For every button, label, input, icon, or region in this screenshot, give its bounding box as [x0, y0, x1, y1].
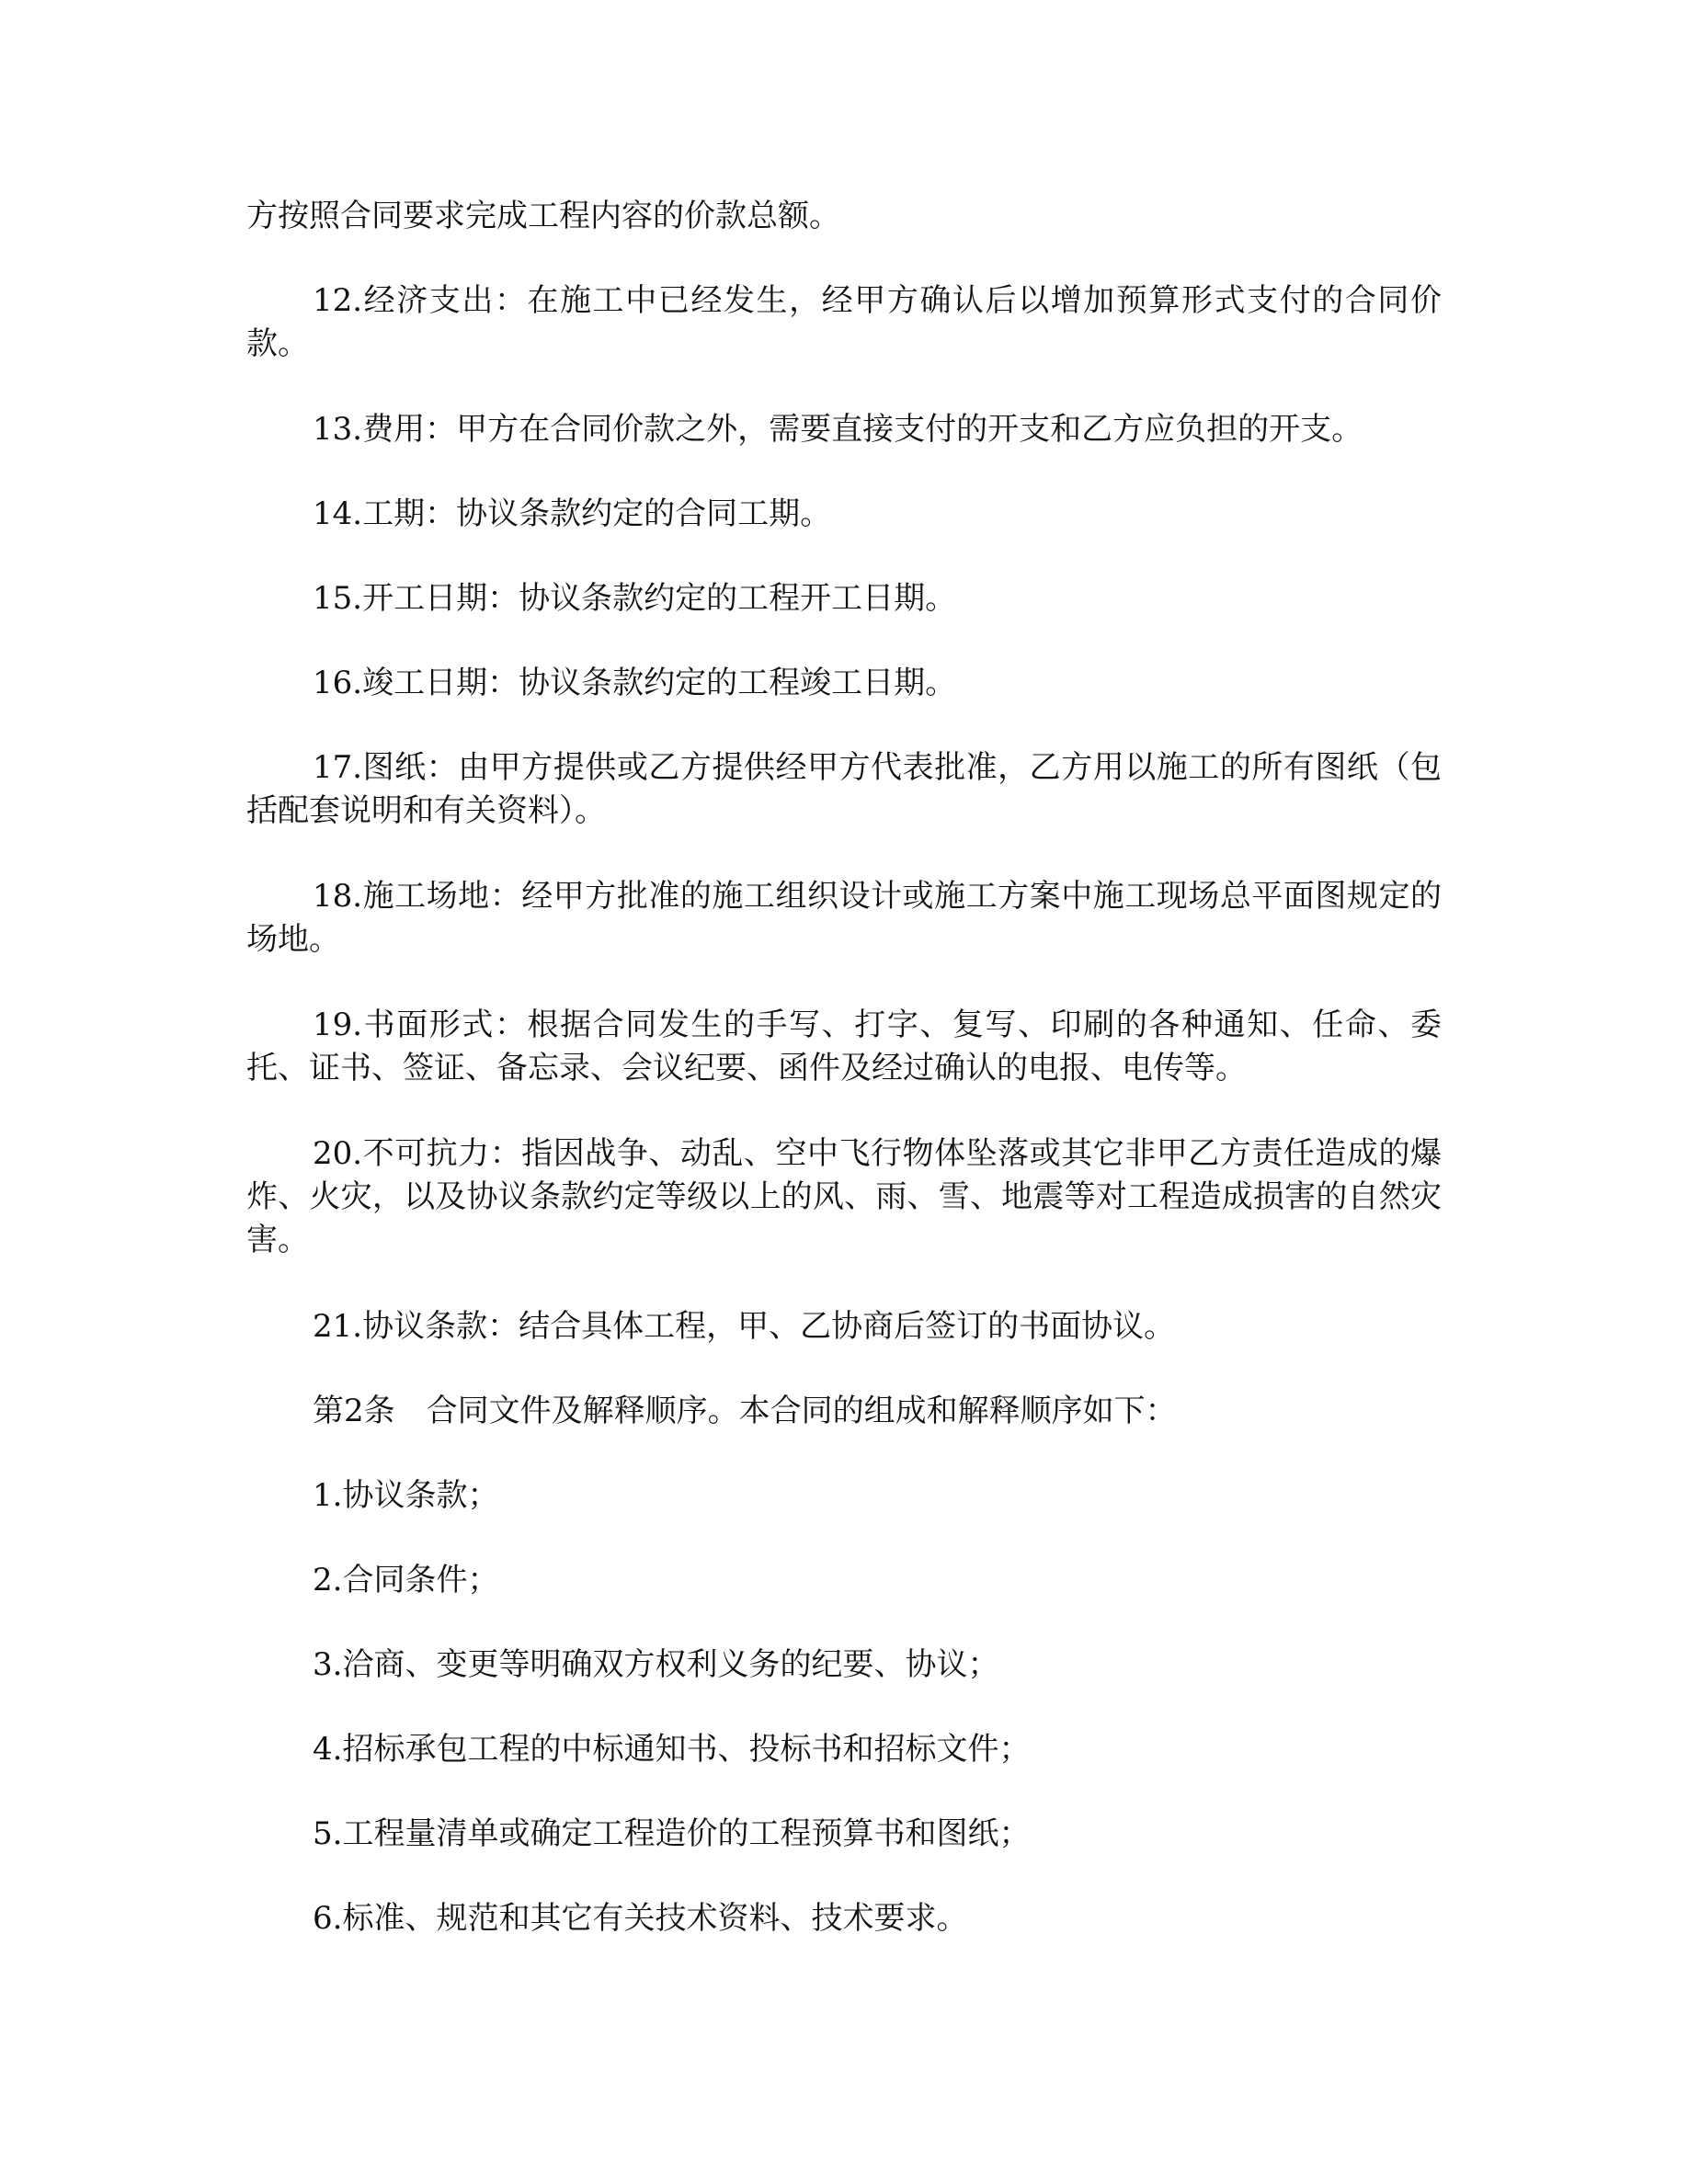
order-item-4: 4.招标承包工程的中标通知书、投标书和招标文件； [313, 1731, 1031, 1768]
order-item-6: 6.标准、规范和其它有关技术资料、技术要求。 [313, 1900, 968, 1937]
paragraph-continuation: 方按照合同要求完成工程内容的价款总额。 [246, 198, 840, 234]
order-item-2: 2.合同条件； [313, 1562, 499, 1598]
article-2-heading: 第2条 合同文件及解释顺序。本合同的组成和解释顺序如下： [313, 1393, 1177, 1429]
paragraph-item-18: 18.施工场地：经甲方批准的施工组织设计或施工方案中施工现场总平面图规定的场地。 [246, 878, 1442, 958]
paragraph-item-19: 19.书面形式：根据合同发生的手写、打字、复写、印刷的各种通知、任命、委托、证书、签证、备忘录、会议纪要、函件及经过确认的电报、电传等。 [246, 1007, 1442, 1086]
paragraph-item-21: 21.协议条款：结合具体工程，甲、乙协商后签订的书面协议。 [313, 1308, 1176, 1345]
order-item-1: 1.协议条款； [313, 1477, 499, 1514]
paragraph-item-17: 17.图纸：由甲方提供或乙方提供经甲方代表批准，乙方用以施工的所有图纸（包括配套说明和有关资料）。 [246, 749, 1442, 829]
paragraph-item-13: 13.费用：甲方在合同价款之外，需要直接支付的开支和乙方应负担的开支。 [313, 411, 1363, 448]
paragraph-item-20: 20.不可抗力：指因战争、动乱、空中飞行物体坠落或其它非甲乙方责任造成的爆炸、火灾，以及协议条款约定等级以上的风、雨、雪、地震等对工程造成损害的自然灾害。 [246, 1135, 1442, 1258]
order-item-5: 5.工程量清单或确定工程造价的工程预算书和图纸； [313, 1815, 1031, 1852]
paragraph-item-16: 16.竣工日期：协议条款约定的工程竣工日期。 [313, 665, 957, 701]
paragraph-item-12: 12.经济支出：在施工中已经发生，经甲方确认后以增加预算形式支付的合同价款。 [246, 282, 1442, 362]
paragraph-item-15: 15.开工日期：协议条款约定的工程开工日期。 [313, 580, 957, 617]
paragraph-item-14: 14.工期：协议条款约定的合同工期。 [313, 495, 832, 532]
order-item-3: 3.洽商、变更等明确双方权利义务的纪要、协议； [313, 1646, 999, 1683]
